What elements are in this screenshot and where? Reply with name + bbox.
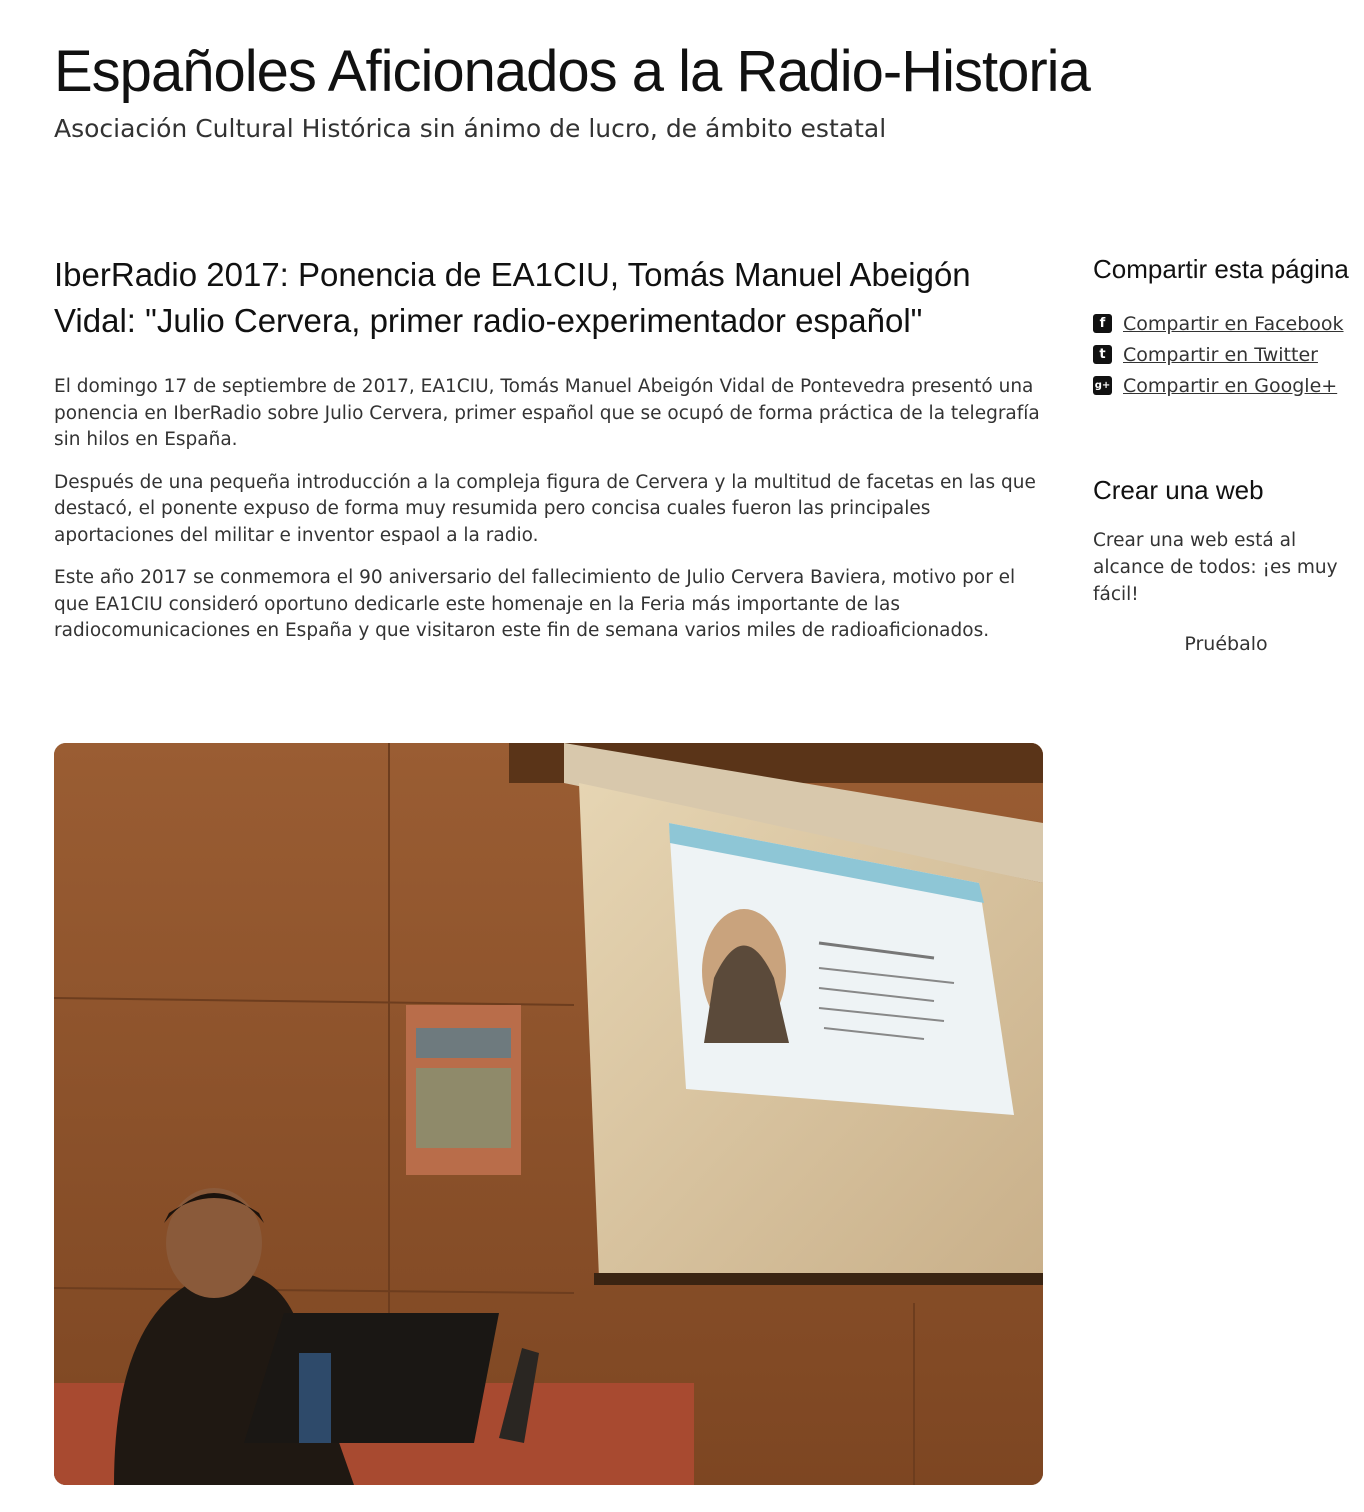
pruebalo-button[interactable]: Pruébalo	[1184, 633, 1268, 655]
site-title[interactable]: Españoles Aficionados a la Radio-Historia	[54, 39, 1090, 104]
post-title: IberRadio 2017: Ponencia de EA1CIU, Tomás Manuel Abeigón Vidal: "Julio Cervera, primer radio-experimentador español"	[54, 256, 971, 339]
facebook-icon: f	[1093, 314, 1112, 333]
sidebar	[1093, 252, 1355, 655]
share-item-google-plus[interactable]	[1093, 370, 1355, 401]
google-plus-icon: g+	[1093, 376, 1112, 395]
share-facebook-link[interactable]: Compartir en Facebook	[1123, 312, 1344, 335]
crear-web-heading: Crear una web	[1093, 475, 1264, 505]
site-tagline: Asociación Cultural Histórica sin ánimo de lucro, de ámbito estatal	[54, 114, 887, 143]
post-paragraph: Este año 2017 se conmemora el 90 aniversario del fallecimiento de Julio Cervera Baviera, motivo por el que EA1CIU consideró oportuno dedicarle este homenaje en la Feria más importante de las radiocomunicaciones en España y que visitaron este fin de semana varios miles de radioaficionados.	[54, 567, 1016, 641]
post-paragraph: Después de una pequeña introducción a la compleja figura de Cervera y la multitud de facetas en las que destacó, el ponente expuso de forma muy resumida pero concisa cuales fueron las principales aportaciones del militar e inventor espaol a la radio.	[54, 471, 1036, 546]
share-google-plus-link[interactable]: Compartir en Google+	[1123, 374, 1338, 397]
share-list	[1093, 308, 1355, 401]
event-photo[interactable]	[54, 743, 1043, 1485]
main-content	[54, 252, 1044, 661]
share-item-twitter[interactable]	[1093, 339, 1355, 370]
share-heading: Compartir esta página	[1093, 254, 1349, 284]
post-paragraph: El domingo 17 de septiembre de 2017, EA1CIU, Tomás Manuel Abeigón Vidal de Pontevedra presentó una ponencia en IberRadio sobre Julio Cervera, primer español que se ocupó de forma práctica de la telegrafía sin hilos en España.	[54, 376, 1040, 450]
post-body	[54, 374, 1044, 645]
crear-web-text: Crear una web está al alcance de todos: ¡es muy fácil!	[1093, 530, 1338, 605]
twitter-icon: t	[1093, 345, 1112, 364]
event-photo-illustration	[54, 743, 1043, 1485]
share-twitter-link[interactable]: Compartir en Twitter	[1123, 343, 1318, 366]
share-item-facebook[interactable]	[1093, 308, 1355, 339]
